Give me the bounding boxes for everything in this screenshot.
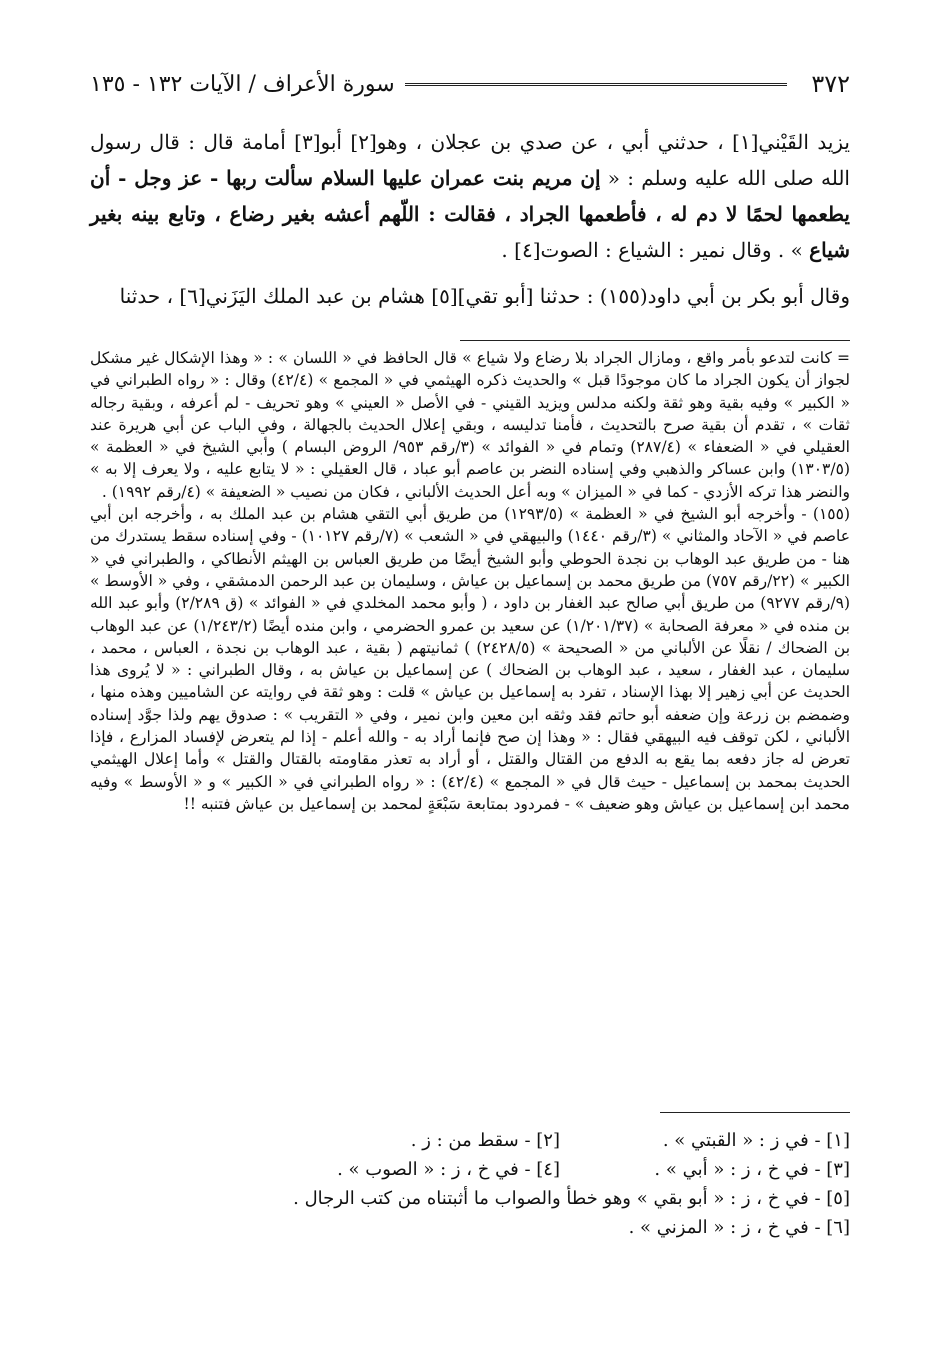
- main-text: [90, 124, 850, 314]
- variants-separator: [660, 1112, 850, 1113]
- main-paragraph-2: وقال أبو بكر بن أبي داود(١٥٥) : حدثنا [أبو تقي][٥] هشام بن عبد الملك اليَزَني[٦] ، حدثنا: [119, 284, 850, 308]
- variant-row: [90, 1126, 850, 1155]
- note-155: (١٥٥) - وأخرجه أبو الشيخ في « العظمة » (١٢٩٣/٥) من طريق أبي التقي هشام بن عبد الملك به ، وأخرجه ابن أبي عاصم في « الآحاد والمثاني » (٣/رقم ١٤٤٠) والبيهقي في « الشعب » (٧/رقم ١٠١٢٧) - وفي إسناده سقط يستدرك من هنا - من طريق عبد الوهاب بن نجدة الحوطي وأبو الشيخ أيضًا من طريق العباس بن الهيثم الأنطاكي ، والطبراني في « الكبير » (٢٢/رقم ٧٥٧) من طريق محمد بن إسماعيل بن عياش ، وسليمان بن عبد الرحمن الدمشقي ، وفي « الأوسط » (٩/رقم ٩٢٧٧) من طريق أبي صالح عبد الغفار بن داود ، ( وأبو محمد المخلدي في « الفوائد » (ق ٢/٢٨٩) وأبو عبد الله بن منده في « معرفة الصحابة » (١/٢٠١/٣٧) عن سعيد بن عمرو الحضرمي ، وابن منده أيضًا (١/٢٤٣/٢) عن عبد الوهاب بن الضحاك / نقلًا عن الألباني من « الصحيحة » (٢٤٢٨/٥) ) ثمانيتهم ( بقية ، عبد الوهاب بن نجدة ، العباس ، محمد ، سليمان ، عبد الغفار ، سعيد ، عبد الوهاب بن الضحاك ) عن إسماعيل بن عياش به ، وقال الطبراني : « لا يُروى هذا الحديث عن أبي زهير إلا بهذا الإسناد ، تفرد به إسماعيل بن عياش » قلت : وهو ثقة في روايته عن الشاميين وهذه منها ، وضمضم بن زرعة وإن ضعفه أبو حاتم فقد وثقه ابن معين وابن نمير ، وفي « التقريب » : صدوق يهم ولذا جوَّد إسناده الألباني ، لكن توقف فيه البيهقي فقال : « وهذا إن صح فإنما أراد به - والله أعلم - إذا لم يتعرض لإفساد المزارع ، فإذا تعرض له جاز دفعه بما يقع به الدفع من القتال والقتل ، أو أراد به تعذر مقاومته بالقتال والقتل » وأما إعلال الهيثمي الحديث بمحمد بن إسماعيل - حيث قال في « المجمع » (٤٢/٤) : « رواه الطبراني في « الكبير » و « الأوسط » وفيه محمد ابن إسماعيل بن عياش وهو ضعيف » - فمردود بمتابعة سَبْعَةٍ لمحمد بن إسماعيل بن عياش فتنبه !!: [90, 505, 851, 813]
- variant-4: [٤] - في خ ، ز : « الصوب » .: [337, 1159, 560, 1180]
- variant-row: [90, 1155, 850, 1184]
- page-number: ٣٧٢: [811, 70, 850, 98]
- commentary-notes: [90, 347, 850, 815]
- variant-6: [٦] - في خ ، ز : « المزني » .: [628, 1217, 850, 1238]
- variant-row: [90, 1213, 850, 1242]
- header-rule: [405, 83, 788, 86]
- manuscript-variants: [90, 1126, 850, 1242]
- hadith-text: إن مريم بنت عمران عليها السلام سألت ربها - عز وجل - أن يطعمها لحمًا لا دم له ، فأطعمها الجراد ، فقالت : اللّهم أعشه بغير رضاع ، وتابع بينه بغير شياع: [90, 166, 850, 262]
- variant-3: [٣] - في خ ، ز : « أبي » .: [654, 1159, 850, 1180]
- main-paragraph-1: [90, 124, 850, 268]
- note-continuation: = كانت لتدعو بأمر واقع ، ومازال الجراد بلا رضاع ولا شياع » قال الحافظ في « اللسان » : « وهذا الإشكال غير مشكل لجواز أن يكون الجراد ما كان موجودًا قبل » والحديث ذكره الهيثمي في « المجمع » (٤٢/٤) وقال : « رواه الطبراني في « الكبير » وفيه بقية وهو ثقة ولكنه مدلس ويزيد القيني - في الأصل « العيني » وهو تحريف - لم أعرفه ، وبقية رجاله ثقات » ، تقدم أن بقية صرح بالتحديث ، فأمنا تدليسه ، وبقي إعلال الحديث بالجهالة ، وفي الباب عن أبي هريرة عند العقيلي في « الضعفاء » (٢٨٧/٤) وتمام في « الفوائد » (٣/رقم ٩٥٣/ الروض البسام ) وأبي الشيخ في « العظمة » (١٣٠٣/٥) وابن عساكر والذهبي وفي إسناده النضر بن عاصم أبو عباد ، قال العقيلي : « لا يتابع عليه ، ولا يعرف إلا به » والنضر هذا تركه الأزدي - كما في « الميزان » وبه أعل الحديث الألباني ، فكان من نصيب « الضعيفة » (٤/رقم ١٩٩٢) .: [90, 349, 850, 501]
- variant-5: [٥] - في خ ، ز : « أبو بقي » وهو خطأ والصواب ما أثبتناه من كتب الرجال .: [293, 1188, 850, 1209]
- main-paragraph-1-end: » . وقال نمير : الشياع : الصوت[٤] .: [501, 238, 810, 262]
- variant-1: [١] - في ز : « القبتي » .: [662, 1130, 850, 1151]
- running-title: سورة الأعراف / الآيات ١٣٢ - ١٣٥: [90, 71, 395, 97]
- variant-2: [٢] - سقط من : ز .: [410, 1130, 560, 1151]
- variant-row: [90, 1184, 850, 1213]
- footnote-separator: [460, 340, 850, 341]
- page-header: [90, 64, 850, 104]
- main-paragraph-1-intro: يزيد القَيْني[١] ، حدثني أبي ، عن صدي بن عجلان ، وهو[٢] أبو[٣] أمامة قال : قال رسول الله صلى الله عليه وسلم : «: [90, 130, 850, 190]
